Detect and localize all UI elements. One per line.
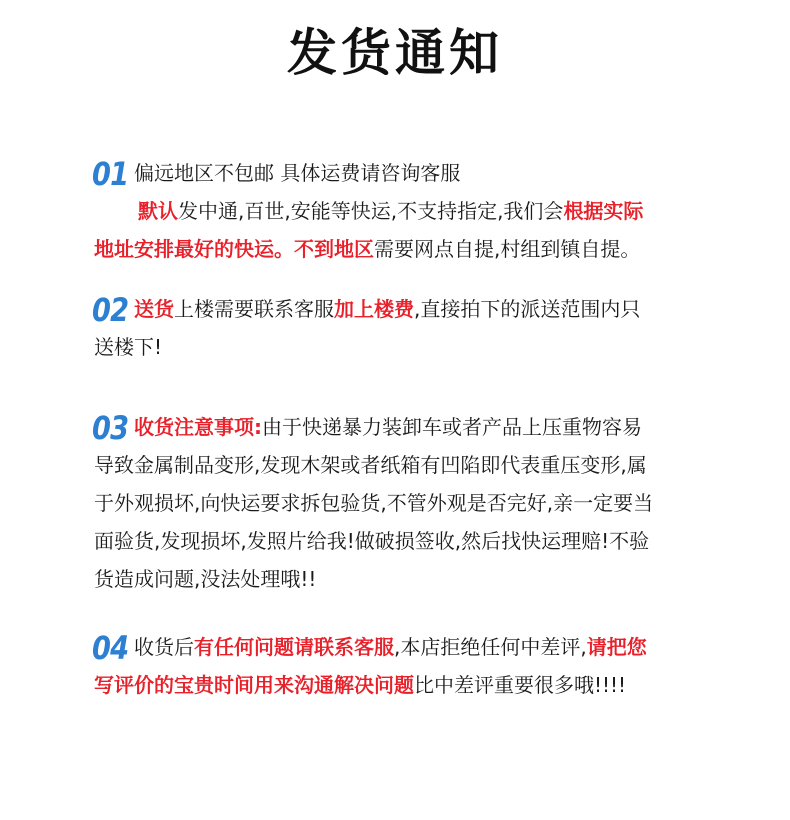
section-03-line: [94, 452, 647, 478]
highlight-text: 写评价的宝贵时间用来沟通解决问题: [94, 673, 414, 697]
highlight-text: 有任何问题请联系客服: [194, 635, 394, 659]
body-text: 偏远地区不包邮 具体运费请咨询客服: [134, 161, 461, 185]
highlight-text: 默认: [138, 199, 178, 223]
section-03-line: [134, 414, 642, 440]
body-text: 发中通,百世,安能等快运,不支持指定,我们会: [178, 199, 564, 223]
body-text: 上楼需要联系客服: [174, 297, 334, 321]
body-text: 货造成问题,没法处理哦!!: [94, 567, 317, 591]
section-01-line: [134, 160, 460, 186]
body-text: 于外观损坏,向快运要求拆包验货,不管外观是否完好,亲一定要当: [94, 491, 654, 515]
section-04-line: [134, 634, 647, 660]
section-number-03: 03: [92, 409, 129, 447]
section-number-01: 01: [92, 155, 129, 193]
body-text: 需要网点自提,村组到镇自提。: [374, 237, 641, 261]
body-text: 收货后: [134, 635, 194, 659]
highlight-text: 地址安排最好的快运。不到地区: [94, 237, 374, 261]
section-number-02: 02: [92, 291, 129, 329]
page-title: 发货通知: [287, 24, 503, 82]
body-text: 送楼下!: [94, 335, 163, 359]
section-04-line: [94, 672, 626, 698]
section-03-line: [94, 528, 649, 554]
body-text: 面验货,发现损坏,发照片给我!做破损签收,然后找快运理赔!不验: [94, 529, 650, 553]
body-text: 导致金属制品变形,发现木架或者纸箱有凹陷即代表重压变形,属: [94, 453, 647, 477]
section-02-line: [134, 296, 640, 322]
section-03-line: [94, 566, 316, 592]
body-text: 比中差评重要很多哦!!!!: [414, 673, 627, 697]
highlight-text: 加上楼费: [334, 297, 414, 321]
body-text: ,本店拒绝任何中差评,: [394, 635, 587, 659]
highlight-text: 请把您: [586, 635, 647, 659]
highlight-text: 收货注意事项:: [134, 415, 262, 439]
body-text: 由于快递暴力装卸车或者产品上压重物容易: [262, 415, 642, 439]
section-03-line: [94, 490, 653, 516]
section-number-04: 04: [92, 629, 129, 667]
section-02-line: [94, 334, 162, 360]
highlight-text: 送货: [134, 297, 174, 321]
highlight-text: 根据实际: [563, 199, 644, 223]
body-text: ,直接拍下的派送范围内只: [414, 297, 641, 321]
section-01-line: [138, 198, 643, 224]
section-01-line: [94, 236, 640, 262]
